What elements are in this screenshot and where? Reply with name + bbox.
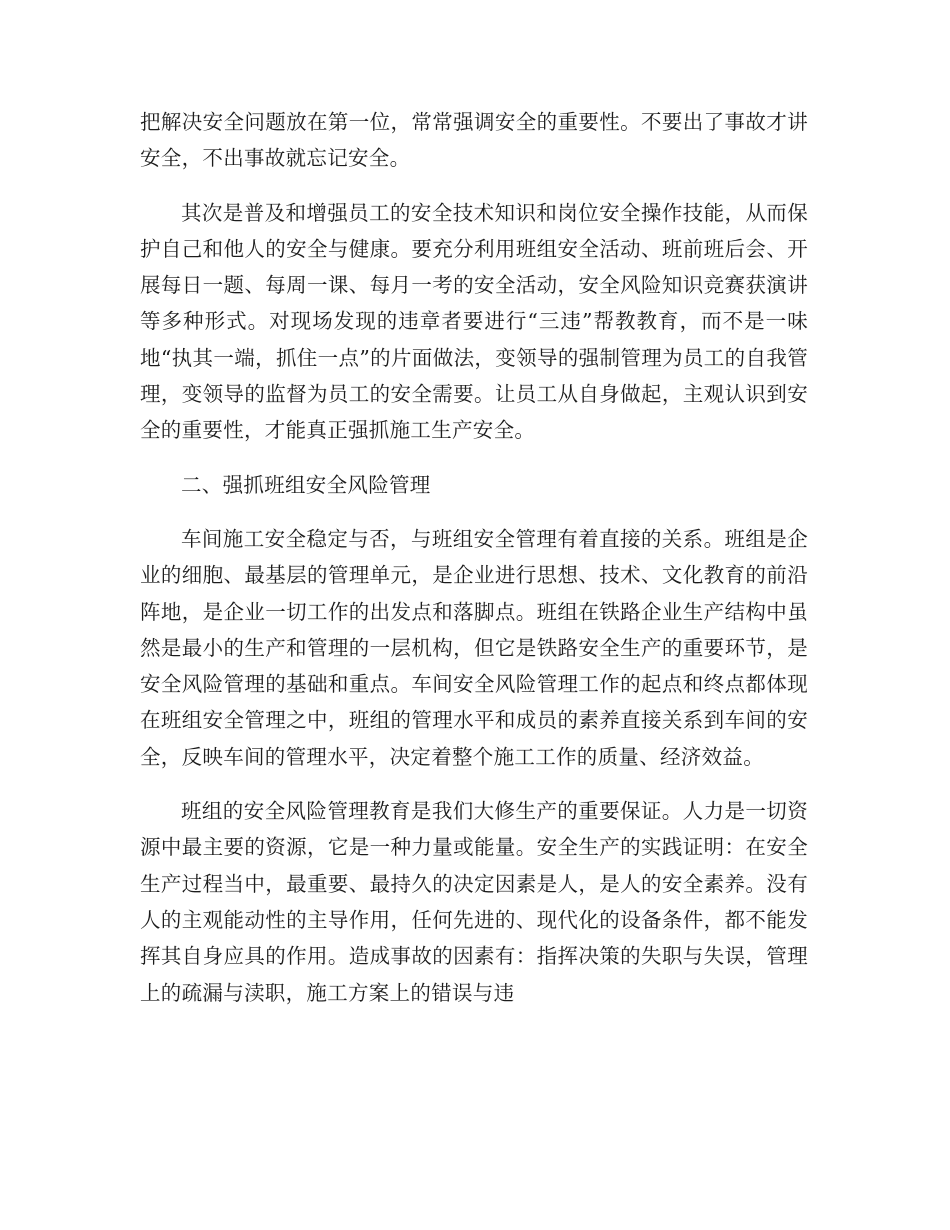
paragraph-risk-education: 班组的安全风险管理教育是我们大修生产的重要保证。人力是一切资源中最主要的资源，它是一种力量或能量。安全生产的实践证明：在安全生产过程当中，最重要、最持久的决定因素是人，是人的安全素养。没有人的主观能动性的主导作用，任何先进的、现代化的设备条件，都不能发挥其自身应具的作用。造成事故的因素有：指挥决策的失职与失误，管理上的疏漏与渎职，施工方案上的错误与违	[140, 799, 808, 1005]
paragraph-safety-priority: 把解决安全问题放在第一位，常常强调安全的重要性。不要出了事故才讲安全，不出事故就忘记安全。	[140, 110, 808, 171]
section-heading-team-risk-management: 二、强抓班组安全风险管理	[181, 472, 431, 497]
paragraph-team-safety-importance: 车间施工安全稳定与否，与班组安全管理有着直接的关系。班组是企业的细胞、最基层的管理单元，是企业进行思想、技术、文化教育的前沿阵地，是企业一切工作的出发点和落脚点。班组在铁路企业生产结构中虽然是最小的生产和管理的一层机构，但它是铁路安全生产的重要环节，是安全风险管理的基础和重点。车间安全风险管理工作的起点和终点都体现在班组安全管理之中，班组的管理水平和成员的素养直接关系到车间的安全，反映车间的管理水平，决定着整个施工工作的质量、经济效益。	[140, 526, 808, 769]
paragraph-safety-training: 其次是普及和增强员工的安全技术知识和岗位安全操作技能，从而保护自己和他人的安全与健康。要充分利用班组安全活动、班前班后会、开展每日一题、每周一课、每月一考的安全活动，安全风险知识竞赛获演讲等多种形式。对现场发现的违章者要进行“三违”帮教教育，而不是一味地“执其一端，抓住一点”的片面做法，变领导的强制管理为员工的自我管理，变领导的监督为员工的安全需要。让员工从自身做起，主观认识到安全的重要性，才能真正强抓施工生产安全。	[140, 200, 808, 443]
document-body	[140, 104, 808, 1029]
